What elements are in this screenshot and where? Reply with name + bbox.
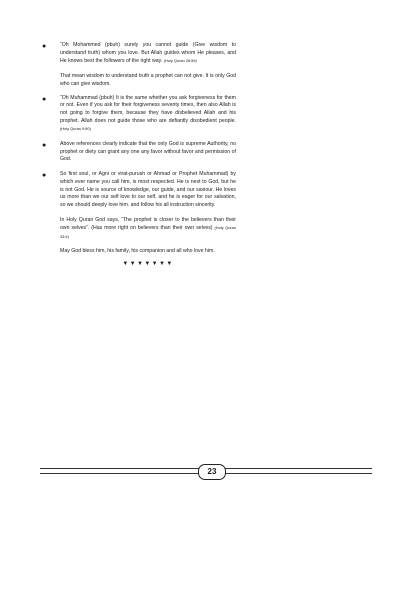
- quote-paragraph: [60, 95, 236, 135]
- ornament-divider: ▼▼▼▼▼▼▼: [122, 261, 174, 268]
- statement-text: Above references clearly indicate that the only God is supreme Authority, no prophet or diety can grant any one any favor without favor and permission of God.: [60, 141, 236, 163]
- quote-text-block: [60, 217, 236, 242]
- bullet-icon: ●: [42, 172, 47, 180]
- page-number: 23: [198, 464, 226, 480]
- blessing-paragraph: [40, 248, 236, 256]
- quote-text: “Oh Mohammed (pbuh) surely you cannot guide (Give wisdom to understand truth) whom you love. But Allah guides whom He pleases, and He knows best the followers of the right way.: [60, 42, 236, 65]
- quote-paragraph: [40, 217, 236, 242]
- blessing-text: May God bless him, his family, his companion and all who love him.: [60, 247, 215, 254]
- quran-reference: (Holy Quran 33:6): [60, 225, 236, 240]
- bullet-icon: ●: [42, 142, 47, 150]
- list-item: [40, 95, 236, 135]
- quote-paragraph: [60, 42, 236, 66]
- quran-reference: (Holy Quran 28:56): [163, 58, 197, 64]
- list-item: [40, 141, 236, 164]
- bullet-icon: ●: [42, 43, 47, 50]
- list-item: [40, 171, 236, 210]
- list-item: [40, 42, 236, 66]
- quote-text: In Holy Quran God says, “The prophet is closer to the believers than their own selves”. (Has more right on believers than their own selves): [60, 216, 236, 232]
- quote-text: “Oh Muhammad (pbuh) It is the same whether you ask forgiveness for them or not. Even if you ask for their forgiveness seventy times, then also Allah is not going to forgive them, because they have disbelieved Allah and his prophet. Allah does not guide those who are defiantly disobedient people.: [60, 94, 236, 124]
- quran-reference: (Holy Quran 9:80): [60, 126, 91, 132]
- bullet-icon: ●: [42, 95, 47, 103]
- page-body: [40, 42, 236, 267]
- explanation-paragraph: [40, 73, 236, 88]
- explanation-text: That mean wisdom to understand truth a prophet can not give. It is only God who can give wisdom.: [60, 73, 236, 87]
- statement-text: So first soul, or Agni or virat-purush or Ahmad or Prophet Muhammad) by which ever name you call him, is most respected. He is next to God, but he is not God. He is source of knowledge, our guide, and our saviour. He loves us more than we our self love to our self, and he is eager for our salvation, so we should deeply love him. and follow his all instruction sincerity.: [60, 171, 236, 208]
